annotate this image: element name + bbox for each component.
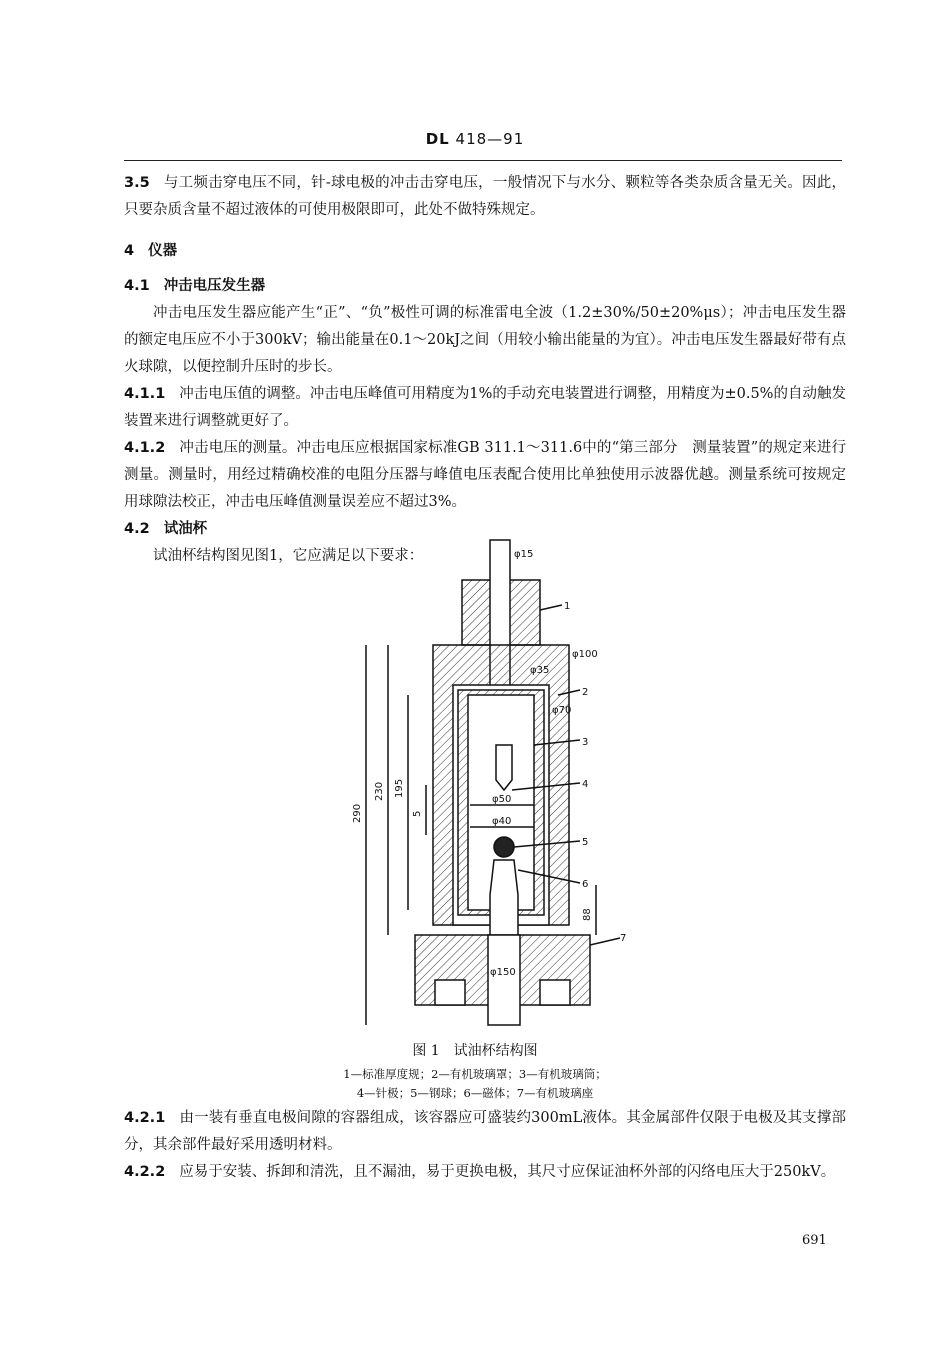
header-dl: DL xyxy=(425,130,450,148)
clause-3-5-text: 与工频击穿电压不同，针-球电极的冲击击穿电压，一般情况下与水分、颗粒等各类杂质含量无关。因此，只要杂质含量不超过液体的可使用极限即可，此处不做特殊规定。 xyxy=(124,175,846,218)
section-4-2-label: 试油杯 xyxy=(163,521,208,537)
label-h290: 290 xyxy=(352,803,363,823)
label-d50: φ50 xyxy=(492,794,512,805)
section-4-2-text: 试油杯结构图见图1，它应满足以下要求： xyxy=(153,548,424,564)
clause-4-1-2-num: 4.1.2 xyxy=(124,440,166,456)
header-rule xyxy=(124,160,842,161)
clause-4-2-1-text: 由一装有垂直电极间隙的容器组成，该容器应可盛装约300mL液体。其金属部件仅限于电极及其支撑部分，其余部件最好采用透明材料。 xyxy=(124,1110,846,1153)
clause-4-2-2 xyxy=(124,1159,846,1186)
figure-legend-2: 4—针极；5—钢球；6—磁体；7—有机玻璃座 xyxy=(356,1086,594,1100)
needle-electrode xyxy=(496,745,512,790)
clause-4-1-1-num: 4.1.1 xyxy=(124,386,166,402)
clause-4-1-1 xyxy=(124,381,846,435)
magnet xyxy=(490,860,518,945)
section-4-title xyxy=(124,238,846,265)
clause-4-2-1 xyxy=(124,1105,846,1159)
label-d40: φ40 xyxy=(492,816,512,827)
label-part-6: 6 xyxy=(582,879,589,890)
label-d70: φ70 xyxy=(552,705,572,716)
lower-content xyxy=(124,1105,846,1186)
figure-caption: 图 1 试油杯结构图 xyxy=(412,1043,538,1059)
clause-4-1-1-text: 冲击电压值的调整。冲击电压峰值可用精度为1%的手动充电装置进行调整，用精度为±0.5%的自动触发装置来进行调整就更好了。 xyxy=(124,386,846,429)
page-header xyxy=(0,130,950,148)
label-h195: 195 xyxy=(394,778,405,798)
figure-legend-1: 1—标准厚度规；2—有机玻璃罩；3—有机玻璃筒； xyxy=(343,1067,607,1081)
section-4-1-num: 4.1 xyxy=(124,278,150,294)
section-4-1-label: 冲击电压发生器 xyxy=(163,278,266,294)
label-h88: 88 xyxy=(582,908,593,921)
section-4-label: 仪器 xyxy=(148,243,178,259)
oil-cup-figure xyxy=(330,535,630,1035)
label-d100: φ100 xyxy=(572,649,598,660)
label-part-2: 2 xyxy=(582,687,589,698)
label-part-3: 3 xyxy=(582,737,589,748)
clause-4-1-2 xyxy=(124,435,846,516)
section-4-1-title xyxy=(124,273,846,300)
label-h5: 5 xyxy=(412,810,423,817)
label-part-7: 7 xyxy=(620,933,627,944)
section-4-2-num: 4.2 xyxy=(124,521,150,537)
clause-4-2-2-text: 应易于安装、拆卸和清洗，且不漏油，易于更换电极，其尺寸应保证油杯外部的闪络电压大于250kV。 xyxy=(179,1164,836,1180)
label-d15: φ15 xyxy=(514,549,534,560)
clause-4-1-2-text: 冲击电压的测量。冲击电压应根据国家标准GB 311.1～311.6中的“第三部分 测量装置”的规定来进行测量。测量时，用经过精确校准的电阻分压器与峰值电压表配合使用比单独使用示波器优越。测量系统可按规定用球隙法校正，冲击电压峰值测量误差应不超过3%。 xyxy=(124,440,846,510)
label-d150: φ150 xyxy=(490,967,516,978)
label-part-1: 1 xyxy=(564,601,571,612)
page-number: 691 xyxy=(802,1233,827,1248)
oil-cup-drawing xyxy=(330,535,630,1035)
clause-3-5 xyxy=(124,170,846,224)
label-part-4: 4 xyxy=(582,779,589,790)
section-4-num: 4 xyxy=(124,243,135,259)
header-code: 418—91 xyxy=(455,130,525,148)
main-content xyxy=(124,170,846,570)
label-part-5: 5 xyxy=(582,837,589,848)
clause-4-2-2-num: 4.2.2 xyxy=(124,1164,166,1180)
label-h230: 230 xyxy=(374,781,385,801)
label-d35: φ35 xyxy=(530,665,550,676)
clause-3-5-num: 3.5 xyxy=(124,175,150,191)
clause-4-2-1-num: 4.2.1 xyxy=(124,1110,166,1126)
steel-ball xyxy=(494,837,514,857)
section-4-1-text: 冲击电压发生器应能产生“正”、“负”极性可调的标准雷电全波（1.2±30%/50±20%μs）；冲击电压发生器的额定电压应不小于300kV；输出能量在0.1～20kJ之间（用较小输出能量的为宜）。冲击电压发生器最好带有点火球隙，以便控制升压时的步长。 xyxy=(124,305,846,375)
